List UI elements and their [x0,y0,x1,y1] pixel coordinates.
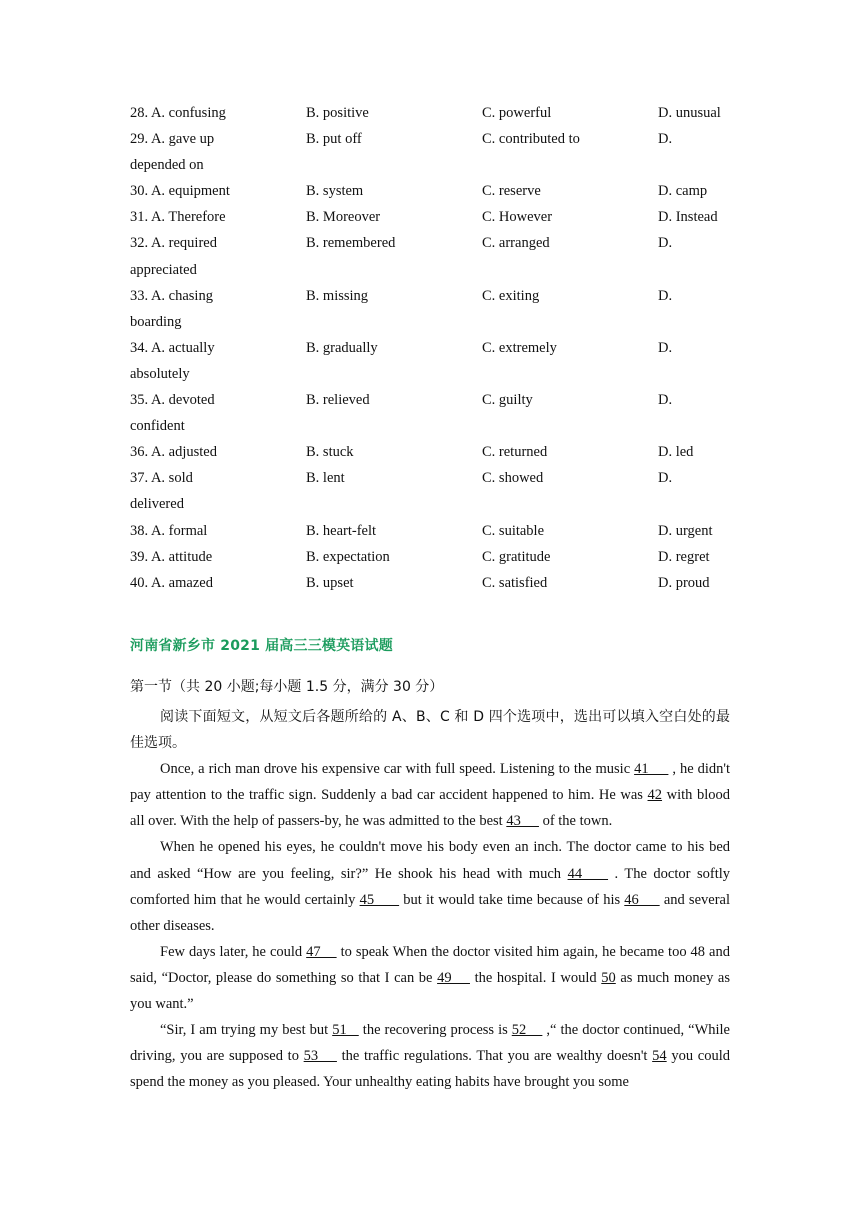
option-b: B. gradually [306,339,378,356]
option-b: B. put off [306,131,362,148]
option-b [306,361,482,387]
option-d: D. regret [658,548,710,565]
option-d: D. led [658,444,694,461]
option-a: 32. A. required [130,235,217,252]
question-row [130,152,730,178]
text: “Sir, I am trying my best but [160,1022,333,1039]
question-row [130,439,730,465]
question-row [130,387,730,413]
option-a: 38. A. formal [130,522,208,539]
option-d [658,257,730,283]
question-row [130,491,730,517]
option-c: C. contributed to [482,131,580,148]
option-d: D. [658,339,673,356]
option-a: 37. A. sold [130,470,193,487]
blank-50: 50 [601,969,616,986]
option-a: 31. A. Therefore [130,209,226,226]
option-d: D. unusual [658,105,721,121]
blank-42: 42 [647,787,663,804]
option-c [482,413,658,439]
option-a: 36. A. adjusted [130,444,217,461]
option-d [658,413,730,439]
option-b [306,491,482,517]
option-b [306,413,482,439]
passage [130,704,730,1095]
question-row [130,335,730,361]
question-row [130,309,730,335]
option-c [482,491,658,517]
question-row [130,178,730,204]
blank-53: 53 [303,1048,337,1065]
option-b: B. upset [306,574,354,591]
question-row [130,544,730,570]
blank-49: 49 [437,969,470,986]
text: ,“ the doctor continued, “While driving, you are supposed to [130,1022,730,1065]
blank-46: 46 [624,891,660,908]
option-c: C. showed [482,470,544,487]
blank-41: 41 [634,761,669,778]
question-row [130,100,730,126]
option-c: C. extremely [482,339,557,356]
text: you could spend the money as you pleased. Your unhealthy eating habits have brought you some [130,1048,730,1091]
option-a: 39. A. attitude [130,548,213,565]
option-c: C. returned [482,444,548,461]
text: to speak When the doctor visited him again, he became too 48 and said, “Doctor, please do something so that I can be [130,943,730,986]
question-row [130,283,730,309]
option-c: C. arranged [482,235,550,252]
option-a: delivered [130,496,184,513]
question-row [130,257,730,283]
option-c [482,257,658,283]
option-d: D. [658,392,673,409]
option-b: B. positive [306,105,369,121]
option-b: B. Moreover [306,209,381,226]
option-b: B. remembered [306,235,396,252]
blank-43: 43 [506,813,539,830]
option-b: B. relieved [306,392,370,409]
question-row [130,518,730,544]
option-c: C. satisfied [482,574,548,591]
text: Few days later, he could [160,943,307,960]
option-d: D. Instead [658,209,718,226]
option-b: B. expectation [306,548,390,565]
paragraph-4 [130,1017,730,1095]
option-a: 34. A. actually [130,339,215,356]
question-row [130,361,730,387]
option-c: C. suitable [482,522,545,539]
text: of the town. [538,813,613,830]
option-a: 29. A. gave up [130,131,215,148]
text: the traffic regulations. That you are wealthy doesn't [336,1048,653,1065]
option-b [306,257,482,283]
option-d: D. urgent [658,522,713,539]
option-c [482,152,658,178]
text: the hospital. I would [469,969,602,986]
option-a: appreciated [130,261,197,278]
blank-51: 51 [332,1022,359,1039]
text: as much money as you want.” [130,969,730,1013]
question-row [130,465,730,491]
option-c [482,309,658,335]
paragraph-3 [130,939,730,1017]
text: but it would take time because of his [399,891,625,908]
option-d: D. [658,235,673,252]
option-d: D. proud [658,574,710,591]
section-subtitle: 第一节（共 20 小题;每小题 1.5 分，满分 30 分） [130,679,444,695]
paragraph-1 [130,756,730,834]
option-c: C. guilty [482,392,533,409]
option-b: B. stuck [306,444,354,461]
option-b [306,152,482,178]
option-d [658,361,730,387]
question-row [130,126,730,152]
text: . The doctor softly comforted him that he would certainly [130,865,731,908]
text: the recovering process is [358,1022,512,1039]
text: with blood all over. With the help of passers-by, he was admitted to the best [130,787,730,830]
option-a: 35. A. devoted [130,392,215,409]
option-a: 40. A. amazed [130,574,213,591]
option-a: depended on [130,157,204,174]
option-a: 28. A. confusing [130,105,226,121]
question-row [130,230,730,256]
option-a: 30. A. equipment [130,183,230,200]
option-b [306,309,482,335]
option-b: B. missing [306,287,369,304]
text: Once, a rich man drove his expensive car with full speed. Listening to the music [160,761,635,778]
blank-44: 44 [567,865,609,882]
option-d [658,309,730,335]
question-row [130,204,730,230]
blank-45: 45 [359,891,400,908]
blank-54: 54 [652,1048,667,1065]
option-c: C. However [482,209,553,226]
blank-52: 52 [511,1022,543,1039]
options-table [130,100,730,596]
option-b: B. system [306,183,364,200]
option-a: absolutely [130,365,190,382]
option-d: D. [658,287,673,304]
paragraph-2 [130,834,730,938]
question-row [130,570,730,596]
option-c: C. exiting [482,287,540,304]
option-a: confident [130,418,185,435]
option-b: B. lent [306,470,345,487]
option-d [658,152,730,178]
option-d: D. camp [658,183,708,200]
option-c: C. reserve [482,183,541,200]
text: , he didn't pay attention to the traffic sign. Suddenly a bad car accident happened to him. He was [130,761,731,804]
option-c: C. powerful [482,105,552,121]
option-c [482,361,658,387]
option-c: C. gratitude [482,548,551,565]
option-a: 33. A. chasing [130,287,213,304]
option-d [658,491,730,517]
question-row [130,413,730,439]
option-d: D. [658,470,673,487]
document-page [130,100,731,1091]
instruction-paragraph: 阅读下面短文，从短文后各题所给的 A、B、C 和 D 四个选项中，选出可以填入空白处的最 佳选项。 [130,709,730,752]
text: When he opened his eyes, he couldn't move his body even an inch. The doctor came to his bed and asked “How are you feeling, sir?” He shook his head with much [130,839,730,882]
option-a: boarding [130,313,182,330]
option-d: D. [658,131,673,148]
option-b: B. heart-felt [306,522,377,539]
section-title: 河南省新乡市 2021 届高三三模英语试题 [130,638,393,654]
blank-47: 47 [306,943,337,960]
text: and several other diseases. [130,891,730,934]
